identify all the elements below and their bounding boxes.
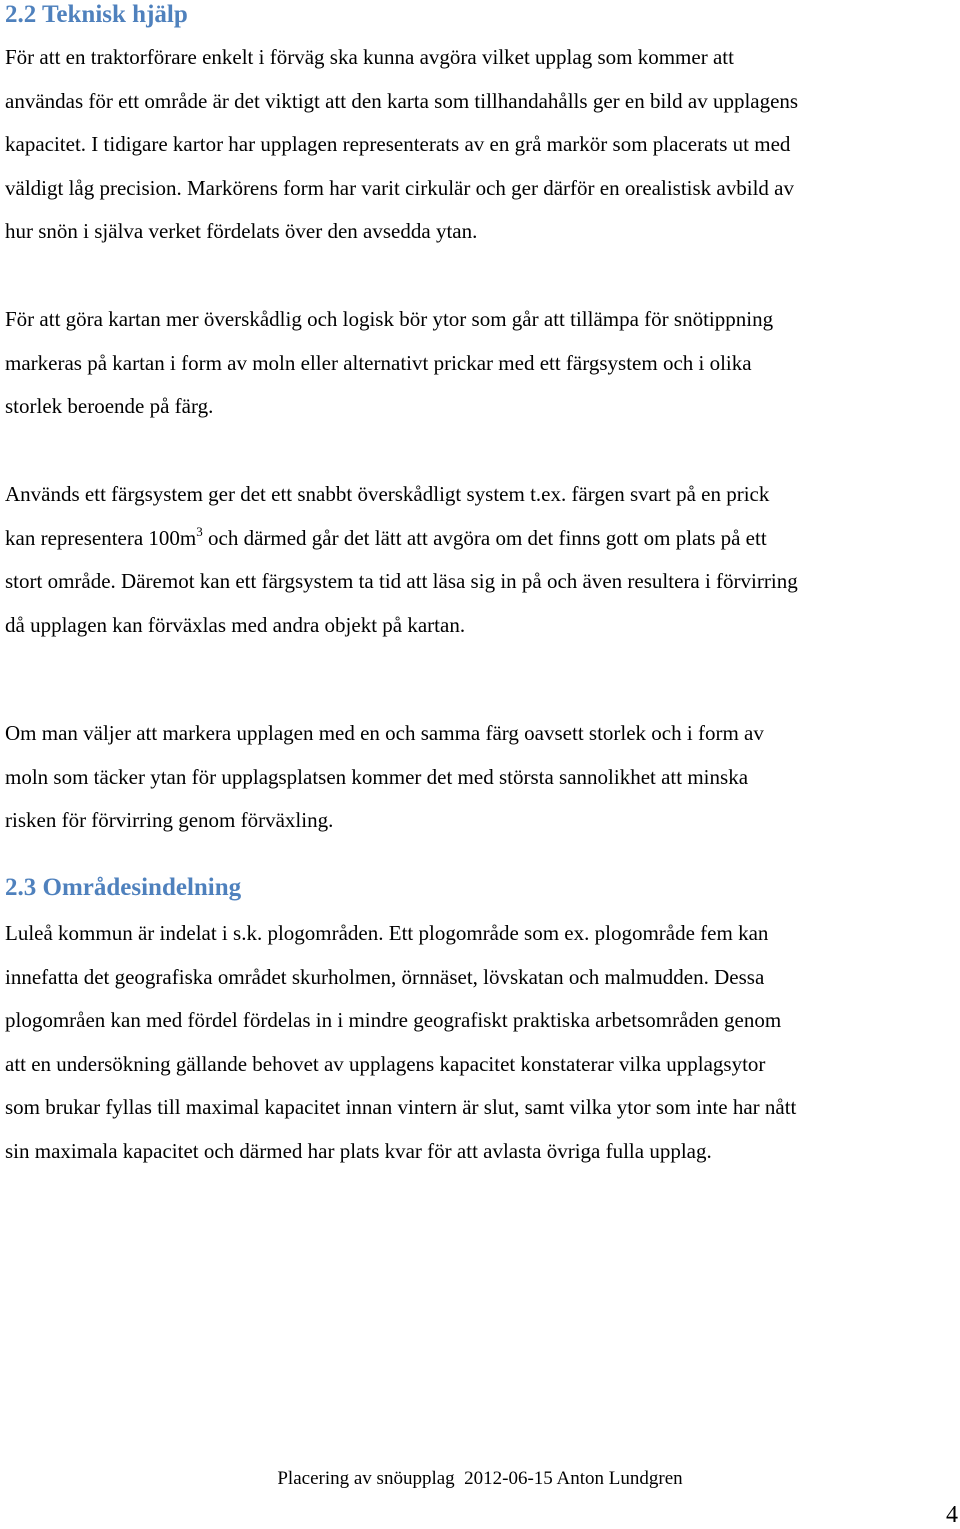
text-line: hur snön i själva verket fördelats över den avsedda ytan. xyxy=(5,219,478,244)
paragraph-overskadlig-karta xyxy=(5,298,957,429)
text-line: moln som täcker ytan för upplagsplatsen kommer det med största sannolikhet att minska xyxy=(5,764,749,789)
paragraph-traktorforare xyxy=(5,36,957,254)
text-line: innefatta det geografiska området skurholmen, örnnäset, lövskatan och malmudden. Dessa xyxy=(5,964,765,989)
text-line: plogområen kan med fördel fördelas in i mindre geografiskt praktiska arbetsområden genom xyxy=(5,1008,782,1033)
text-line-with-superscript xyxy=(5,517,957,561)
text-line: kapacitet. I tidigare kartor har upplagen representerats av en grå markör som placerats ut med xyxy=(5,132,791,157)
page-number: 4 xyxy=(946,1502,958,1528)
text-line: storlek beroende på färg. xyxy=(5,394,214,419)
text-line: Om man väljer att markera upplagen med en och samma färg oavsett storlek och i form av xyxy=(5,721,764,745)
text-line: då upplagen kan förväxlas med andra objekt på kartan. xyxy=(5,612,466,637)
text-line: användas för ett område är det viktigt att den karta som tillhandahålls ger en bild av upplagens xyxy=(5,88,799,113)
text-line: Luleå kommun är indelat i s.k. plogområden. Ett plogområde som ex. plogområde fem kan xyxy=(5,921,769,945)
text-line: Används ett färgsystem ger det ett snabbt överskådligt system t.ex. färgen svart på en prick xyxy=(5,482,770,506)
text-line: sin maximala kapacitet och därmed har plats kvar för att avlasta övriga fulla upplag. xyxy=(5,1138,712,1163)
paragraph-fargsystem xyxy=(5,473,957,647)
section-heading-2-2: 2.2 Teknisk hjälp xyxy=(5,1,188,28)
text-line: väldigt låg precision. Markörens form har varit cirkulär och ger därför en orealistisk avbild av xyxy=(5,175,794,200)
text-line: För att göra kartan mer överskådlig och logisk bör ytor som går att tillämpa för snötippning xyxy=(5,307,774,331)
superscript-exponent: 3 xyxy=(196,523,203,539)
text-line: stort område. Däremot kan ett färgsystem ta tid att läsa sig in på och även resultera i förvirring xyxy=(5,569,798,594)
text-segment: och därmed går det lätt att avgöra om det finns gott om plats på ett xyxy=(202,525,767,550)
paragraph-plogomraden xyxy=(5,912,957,1174)
text-line: som brukar fyllas till maximal kapacitet innan vintern är slut, samt vilka ytor som inte har nått xyxy=(5,1095,797,1120)
paragraph-samma-farg xyxy=(5,712,957,843)
text-line: att en undersökning gällande behovet av upplagens kapacitet konstaterar vilka upplagsytor xyxy=(5,1051,766,1076)
text-line: risken för förvirring genom förväxling. xyxy=(5,808,334,833)
text-line: markeras på kartan i form av moln eller alternativt prickar med ett färgsystem och i olika xyxy=(5,350,752,375)
section-heading-2-3: 2.3 Områdesindelning xyxy=(5,874,242,901)
text-line: För att en traktorförare enkelt i förväg ska kunna avgöra vilket upplag som kommer att xyxy=(5,45,734,69)
text-segment: kan representera 100m xyxy=(5,525,197,550)
page-footer: Placering av snöupplag 2012-06-15 Anton Lundgren xyxy=(277,1468,683,1489)
